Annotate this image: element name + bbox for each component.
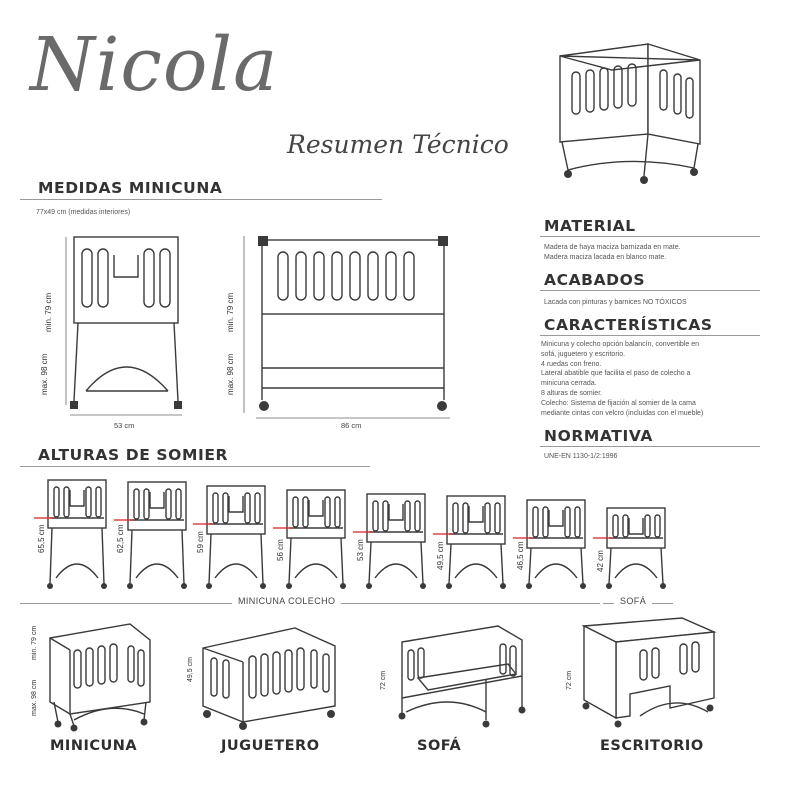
caracteristicas-line: Lateral abatible que facilita el paso de colecho a <box>541 370 691 378</box>
mode-minicuna-label: MINICUNA <box>50 738 138 754</box>
medidas-heading: MEDIDAS MINICUNA <box>38 179 223 197</box>
mode-sofa-drawing <box>388 612 538 730</box>
brand-title: Nicola <box>30 22 279 108</box>
normativa-heading: NORMATIVA <box>544 427 653 445</box>
mode-minicuna-dim-1: min. 79 cm <box>31 625 38 660</box>
front-max-label: max. 98 cm <box>226 353 235 395</box>
height-label: 53 cm <box>356 539 365 561</box>
height-label: 59 cm <box>196 531 205 553</box>
height-label: 49,5 cm <box>436 541 445 570</box>
mode-escritorio-drawing <box>574 612 724 730</box>
caracteristicas-line: Colecho: Sistema de fijación al somier de la cama <box>541 399 696 407</box>
mode-juguetero-drawing <box>195 618 345 730</box>
material-heading: MATERIAL <box>544 217 636 235</box>
height-label: 46,5 cm <box>516 541 525 570</box>
caracteristicas-heading: CARACTERÍSTICAS <box>544 316 713 334</box>
group-minicuna-label: MINICUNA COLECHO <box>232 596 341 606</box>
normativa-rule <box>540 446 760 447</box>
mode-minicuna-drawing <box>40 610 170 732</box>
caracteristicas-line: Minicuna y colecho opción balancín, convertible en <box>541 341 699 348</box>
front-view-drawing <box>238 228 468 423</box>
height-label: 62,5 cm <box>116 524 125 553</box>
caracteristicas-line: mediante cintas con velcro (incluidas con el mueble) <box>541 409 704 417</box>
mode-sofa-dim-1: 72 cm <box>380 670 387 690</box>
height-label: 42 cm <box>596 550 605 572</box>
acabados-rule <box>540 290 760 291</box>
alturas-heading: ALTURAS DE SOMIER <box>38 446 229 464</box>
front-min-label: min. 79 cm <box>226 292 235 332</box>
material-rule <box>540 236 760 237</box>
medidas-rule <box>20 199 382 200</box>
material-line-1: Madera de haya maciza barnizada en mate. <box>544 244 681 251</box>
acabados-heading: ACABADOS <box>544 271 646 289</box>
page-subtitle: Resumen Técnico <box>287 130 509 159</box>
mode-escritorio-label: ESCRITORIO <box>600 738 704 754</box>
material-line-2: Madera maciza lacada en blanco mate. <box>544 254 667 261</box>
side-width-label: 53 cm <box>114 421 135 430</box>
side-min-label: min. 79 cm <box>44 292 53 332</box>
caracteristicas-line: minicuna cerrada. <box>541 380 597 388</box>
caracteristicas-line: sofá, juguetero y escritorio. <box>541 350 626 358</box>
mode-escritorio-dim-1: 72 cm <box>566 670 573 690</box>
group-sofa-label: SOFÁ <box>614 596 652 606</box>
caracteristicas-list <box>541 340 766 418</box>
medidas-note: 77x49 cm (medidas interiores) <box>36 209 131 216</box>
somier-crib-icon <box>593 508 666 589</box>
alturas-rule <box>20 466 370 467</box>
height-label: 56 cm <box>276 539 285 561</box>
crib-hero-illustration <box>548 38 718 190</box>
side-view-drawing <box>60 225 200 425</box>
normativa-line-1: UNE-EN 1130-1/2:1996 <box>544 453 618 460</box>
acabados-line-1: Lacada con pinturas y barnices NO TÓXICOS <box>544 299 687 306</box>
height-label: 65,5 cm <box>37 524 46 553</box>
caracteristicas-rule <box>540 335 760 336</box>
front-width-label: 86 cm <box>341 421 362 430</box>
side-max-label: max. 98 cm <box>40 353 49 395</box>
mode-juguetero-label: JUGUETERO <box>221 738 320 754</box>
caracteristicas-line: 4 ruedas con freno. <box>541 360 602 368</box>
caracteristicas-line: 8 alturas de somier. <box>541 389 603 397</box>
mode-minicuna-dim-2: max. 98 cm <box>31 679 38 716</box>
mode-juguetero-dim-1: 49,5 cm <box>187 657 194 682</box>
mode-sofa-label: SOFÁ <box>417 738 462 754</box>
